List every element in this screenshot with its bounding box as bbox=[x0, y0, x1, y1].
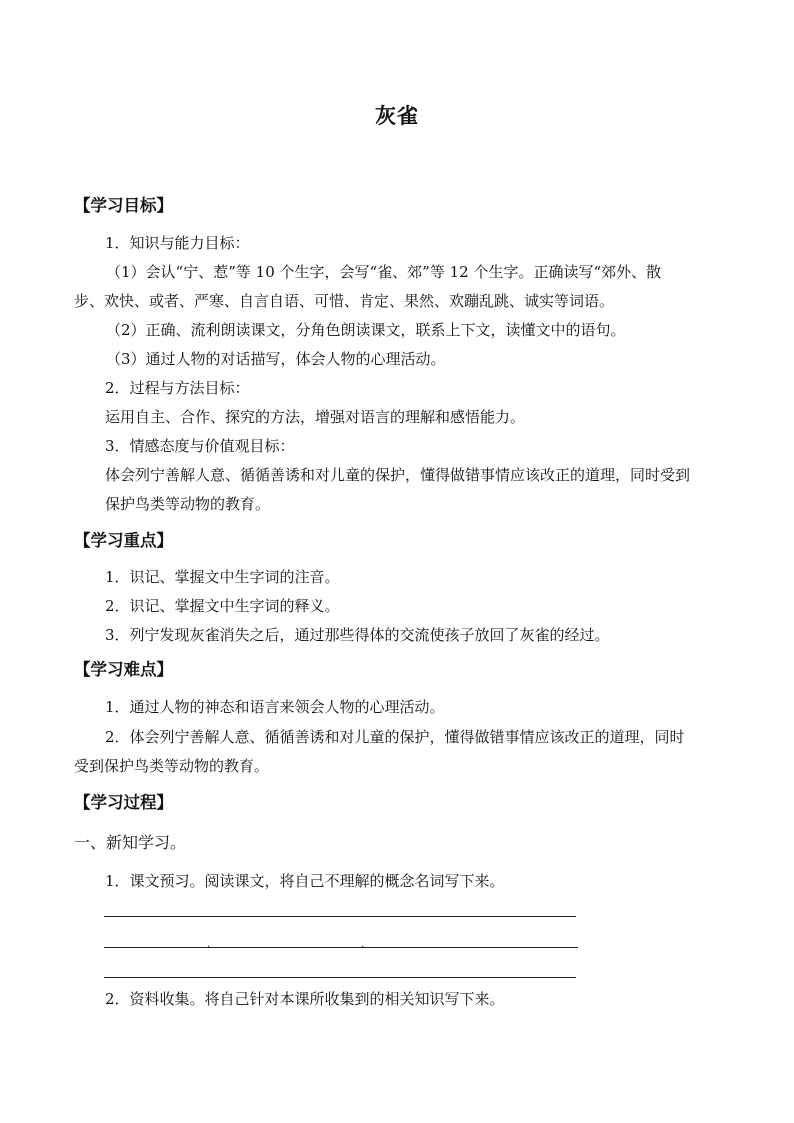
task-1: 1．课文预习。阅读课文，将自己不理解的概念名词写下来。 bbox=[105, 872, 505, 890]
difficult-point-2-line-2: 受到保护鸟类等动物的教育。 bbox=[74, 757, 270, 775]
objective-1-1-line-2: 步、欢快、或者、严寒、自言自语、可惜、肯定、果然、欢蹦乱跳、诚实等词语。 bbox=[74, 292, 615, 310]
answer-blank-line-1[interactable] bbox=[104, 916, 576, 917]
blank-dot-marker: . bbox=[361, 939, 365, 950]
objective-2: 2．过程与方法目标： bbox=[105, 379, 250, 397]
objective-3: 3．情感态度与价值观目标： bbox=[105, 437, 295, 455]
objective-2-text: 运用自主、合作、探究的方法，增强对语言的理解和感悟能力。 bbox=[105, 408, 526, 426]
difficult-point-2-line-1: 2．体会列宁善解人意、循循善诱和对儿童的保护，懂得做错事情应该改正的道理，同时 bbox=[105, 728, 685, 746]
heading-objectives: 【学习目标】 bbox=[74, 196, 173, 215]
objective-1: 1．知识与能力目标： bbox=[105, 234, 250, 252]
objective-1-2: （2）正确、流利朗读课文，分角色朗读课文，联系上下文，读懂文中的语句。 bbox=[106, 321, 626, 339]
objective-3-line-1: 体会列宁善解人意、循循善诱和对儿童的保护，懂得做错事情应该改正的道理，同时受到 bbox=[105, 466, 691, 484]
difficult-point-1: 1．通过人物的神态和语言来领会人物的心理活动。 bbox=[105, 698, 445, 716]
heading-process: 【学习过程】 bbox=[74, 793, 173, 812]
objective-1-1-line-1: （1）会认“宁、惹”等 10 个生字，会写“雀、郊”等 12 个生字。正确读写“郊外、散 bbox=[106, 263, 662, 281]
page-title: 灰雀 bbox=[375, 103, 419, 128]
section-new-learning: 一、新知学习。 bbox=[74, 833, 187, 852]
objective-1-3: （3）通过人物的对话描写，体会人物的心理活动。 bbox=[106, 350, 446, 368]
key-point-1: 1．识记、掌握文中生字词的注音。 bbox=[105, 568, 340, 586]
key-point-2: 2．识记、掌握文中生字词的释义。 bbox=[105, 597, 340, 615]
task-2: 2．资料收集。将自己针对本课所收集到的相关知识写下来。 bbox=[105, 990, 505, 1008]
answer-blank-line-2[interactable] bbox=[104, 947, 578, 948]
blank-dot-marker: . bbox=[207, 939, 211, 950]
answer-blank-line-3[interactable] bbox=[104, 977, 576, 978]
key-point-3: 3．列宁发现灰雀消失之后，通过那些得体的交流使孩子放回了灰雀的经过。 bbox=[105, 626, 610, 644]
heading-key-points: 【学习重点】 bbox=[74, 531, 173, 550]
heading-difficult-points: 【学习难点】 bbox=[74, 660, 173, 679]
objective-3-line-2: 保护鸟类等动物的教育。 bbox=[105, 495, 271, 513]
